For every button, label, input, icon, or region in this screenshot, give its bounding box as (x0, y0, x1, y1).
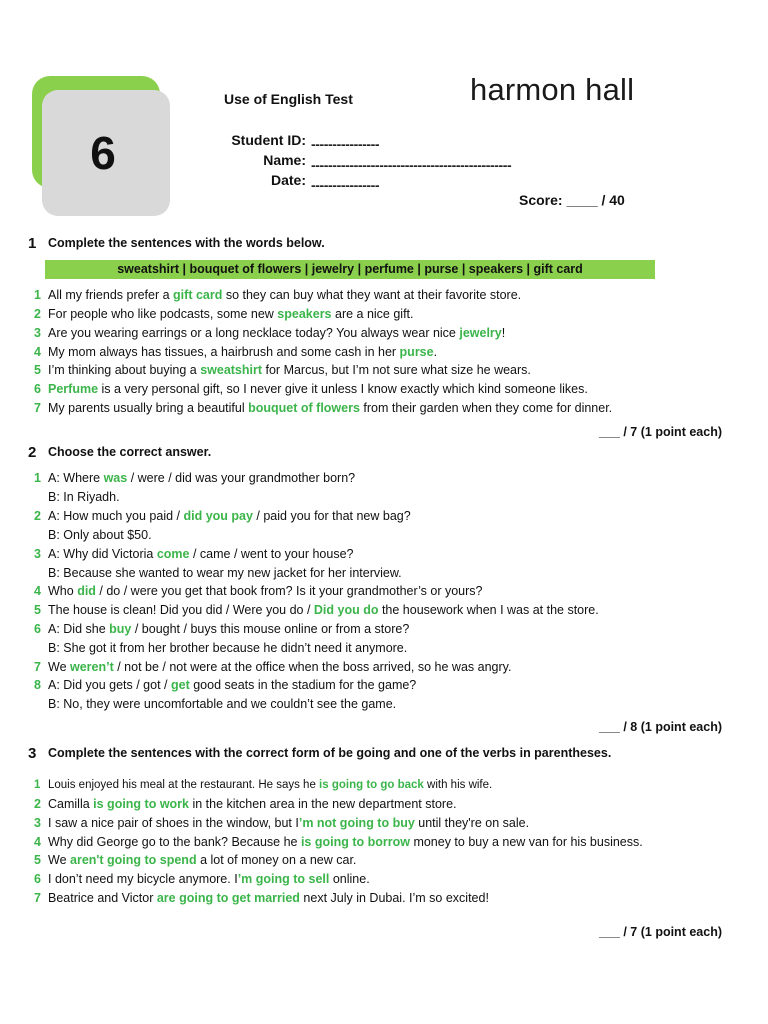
answer-text: did you pay (183, 509, 253, 523)
exercise-line (34, 527, 152, 543)
answer-text: come (156, 547, 190, 561)
item-number: 3 (34, 816, 41, 830)
exercise-line (34, 546, 353, 562)
exercise-line (34, 621, 409, 637)
exercise-line (34, 325, 505, 341)
item-number: 2 (34, 307, 41, 321)
answer-text: aren't going to spend (70, 853, 197, 867)
sentence-text: / paid you for that new bag? (252, 509, 411, 523)
name-field[interactable]: ----------------------------------------------- (311, 157, 512, 173)
exercise-line (34, 696, 396, 712)
exercise-line (34, 796, 457, 812)
item-number: 8 (34, 678, 41, 692)
sentence-text: so they can buy what they want at their favorite store. (222, 288, 522, 302)
answer-text: Perfume (48, 382, 99, 396)
item-number: 2 (34, 797, 41, 811)
sentence-text: is a very personal gift, so I never give it unless I know exactly which kind someone likes. (98, 382, 588, 396)
answer-text: sweatshirt (200, 363, 263, 377)
sentence-text: A: Did she (48, 622, 110, 636)
sentence-text: My mom always has tissues, a hairbrush and some cash in her (48, 345, 400, 359)
sentence-text: / came / went to your house? (189, 547, 354, 561)
sentence-text: Camilla (48, 797, 94, 811)
exercise-line (34, 871, 370, 887)
exercise-line (34, 677, 416, 693)
exercise-line (34, 640, 407, 656)
answer-text: speakers (277, 307, 332, 321)
sentence-text: online. (329, 872, 370, 886)
exercise-line (34, 508, 411, 524)
exercise-line (34, 287, 521, 303)
sentence-text: Louis enjoyed his meal at the restaurant. He says he (48, 779, 320, 791)
sentence-text: B: Because she wanted to wear my new jacket for her interview. (48, 566, 402, 580)
sentence-text: / were / did was your grandmother born? (127, 471, 356, 485)
word-bank: sweatshirt | bouquet of flowers | jewelry | perfume | purse | speakers | gift card (45, 260, 655, 279)
exercise-line (34, 344, 437, 360)
sentence-text: from their garden when they come for dinner. (359, 401, 613, 415)
item-number: 5 (34, 363, 41, 377)
answer-text: jewelry (459, 326, 502, 340)
section-number: 1 (28, 235, 37, 252)
item-number: 2 (34, 509, 41, 523)
item-number: 5 (34, 603, 41, 617)
sentence-text: good seats in the stadium for the game? (189, 678, 417, 692)
total-score: Score: ____ / 40 (519, 192, 625, 208)
sentence-text: B: She got it from her brother because he didn’t need it anymore. (48, 641, 408, 655)
sentence-text: until they're on sale. (414, 816, 530, 830)
item-number: 4 (34, 584, 41, 598)
item-number: 1 (34, 288, 41, 302)
section-number: 2 (28, 444, 37, 461)
sentence-text: The house is clean! Did you did / Were you do / (48, 603, 314, 617)
exercise-line (34, 381, 588, 397)
item-number: 6 (34, 872, 41, 886)
sentence-text: . (433, 345, 438, 359)
sentence-text: We (48, 853, 70, 867)
answer-text: Did you do (313, 603, 379, 617)
item-number: 7 (34, 401, 41, 415)
exercise-line (34, 815, 529, 831)
sentence-text: Beatrice and Victor (48, 891, 157, 905)
sentence-text: / not be / not were at the office when the boss arrived, so he was angry. (113, 660, 512, 674)
answer-text: bouquet of flowers (248, 401, 360, 415)
answer-text: did (77, 584, 96, 598)
sentence-text: for Marcus, but I’m not sure what size he wears. (262, 363, 531, 377)
answer-text: get (170, 678, 190, 692)
sentence-text: A: How much you paid / (48, 509, 184, 523)
section-instruction: Choose the correct answer. (48, 445, 212, 459)
sentence-text: For people who like podcasts, some new (48, 307, 278, 321)
date-label: Date: (270, 172, 306, 188)
exercise-line (34, 777, 492, 793)
sentence-text: A: Why did Victoria (48, 547, 157, 561)
date-field[interactable]: ---------------- (311, 177, 380, 193)
sentence-text: My parents usually bring a beautiful (48, 401, 249, 415)
item-number: 7 (34, 891, 41, 905)
answer-text: gift card (173, 288, 223, 302)
name-label: Name: (263, 152, 306, 168)
sentence-text: next July in Dubai. I’m so excited! (299, 891, 489, 905)
exercise-line (34, 565, 402, 581)
item-number: 6 (34, 382, 41, 396)
student-id-label: Student ID: (231, 132, 306, 148)
section-points: ___ / 7 (1 point each) (599, 425, 722, 439)
sentence-text: the housework when I was at the store. (378, 603, 599, 617)
sentence-text: A: Where (48, 471, 104, 485)
sentence-text: money to buy a new van for his business. (409, 835, 643, 849)
item-number: 5 (34, 853, 41, 867)
section-instruction: Complete the sentences with the words below. (48, 236, 325, 250)
sentence-text: are a nice gift. (331, 307, 414, 321)
answer-text: buy (109, 622, 132, 636)
answer-text: ’m not going to buy (298, 816, 415, 830)
item-number: 4 (34, 835, 41, 849)
section-points: ___ / 7 (1 point each) (599, 925, 722, 939)
answer-text: purse (399, 345, 434, 359)
exercise-line (34, 489, 120, 505)
sentence-text: B: In Riyadh. (48, 490, 120, 504)
sentence-text: / do / were you get that book from? Is it your grandmother’s or yours? (95, 584, 483, 598)
sentence-text: I’m thinking about buying a (48, 363, 201, 377)
test-title: Use of English Test (224, 91, 353, 107)
sentence-text: a lot of money on a new car. (196, 853, 357, 867)
answer-text: is going to borrow (300, 835, 410, 849)
answer-text: weren’t (70, 660, 114, 674)
sentence-text: B: No, they were uncomfortable and we couldn’t see the game. (48, 697, 397, 711)
sentence-text: I saw a nice pair of shoes in the window, but I (48, 816, 299, 830)
exercise-line (34, 852, 356, 868)
answer-text: are going to get married (156, 891, 300, 905)
answer-text: is going to work (93, 797, 189, 811)
sentence-text: in the kitchen area in the new department store. (189, 797, 457, 811)
exercise-line (34, 890, 489, 906)
item-number: 3 (34, 547, 41, 561)
sentence-text: All my friends prefer a (48, 288, 174, 302)
unit-number: 6 (90, 127, 116, 179)
sentence-text: B: Only about $50. (48, 528, 152, 542)
exercise-line (34, 834, 643, 850)
answer-text: was (103, 471, 128, 485)
sentence-text: We (48, 660, 70, 674)
sentence-text: with his wife. (423, 779, 493, 791)
item-number: 6 (34, 622, 41, 636)
student-id-field[interactable]: ---------------- (311, 136, 380, 152)
exercise-line (34, 362, 531, 378)
sentence-text: / bought / buys this mouse online or from a store? (131, 622, 410, 636)
item-number: 3 (34, 326, 41, 340)
section-instruction: Complete the sentences with the correct form of be going and one of the verbs in parentheses. (48, 746, 612, 760)
item-number: 7 (34, 660, 41, 674)
sentence-text: I don’t need my bicycle anymore. I (48, 872, 238, 886)
sentence-text: ! (501, 326, 506, 340)
sentence-text: A: Did you gets / got / (48, 678, 171, 692)
item-number: 1 (34, 471, 41, 485)
sentence-text: Are you wearing earrings or a long necklace today? You always wear nice (48, 326, 460, 340)
item-number: 4 (34, 345, 41, 359)
answer-text: ’m going to sell (237, 872, 330, 886)
section-points: ___ / 8 (1 point each) (599, 720, 722, 734)
sentence-text: Why did George go to the bank? Because he (48, 835, 301, 849)
exercise-line (34, 400, 612, 416)
exercise-line (34, 602, 599, 618)
exercise-line (34, 306, 414, 322)
section-number: 3 (28, 745, 37, 762)
exercise-line (34, 659, 511, 675)
harmon-hall-logo: harmon hall (470, 72, 635, 107)
answer-text: is going to go back (319, 779, 424, 791)
sentence-text: Who (48, 584, 78, 598)
exercise-line (34, 583, 482, 599)
exercise-line (34, 470, 355, 486)
item-number: 1 (34, 779, 41, 791)
